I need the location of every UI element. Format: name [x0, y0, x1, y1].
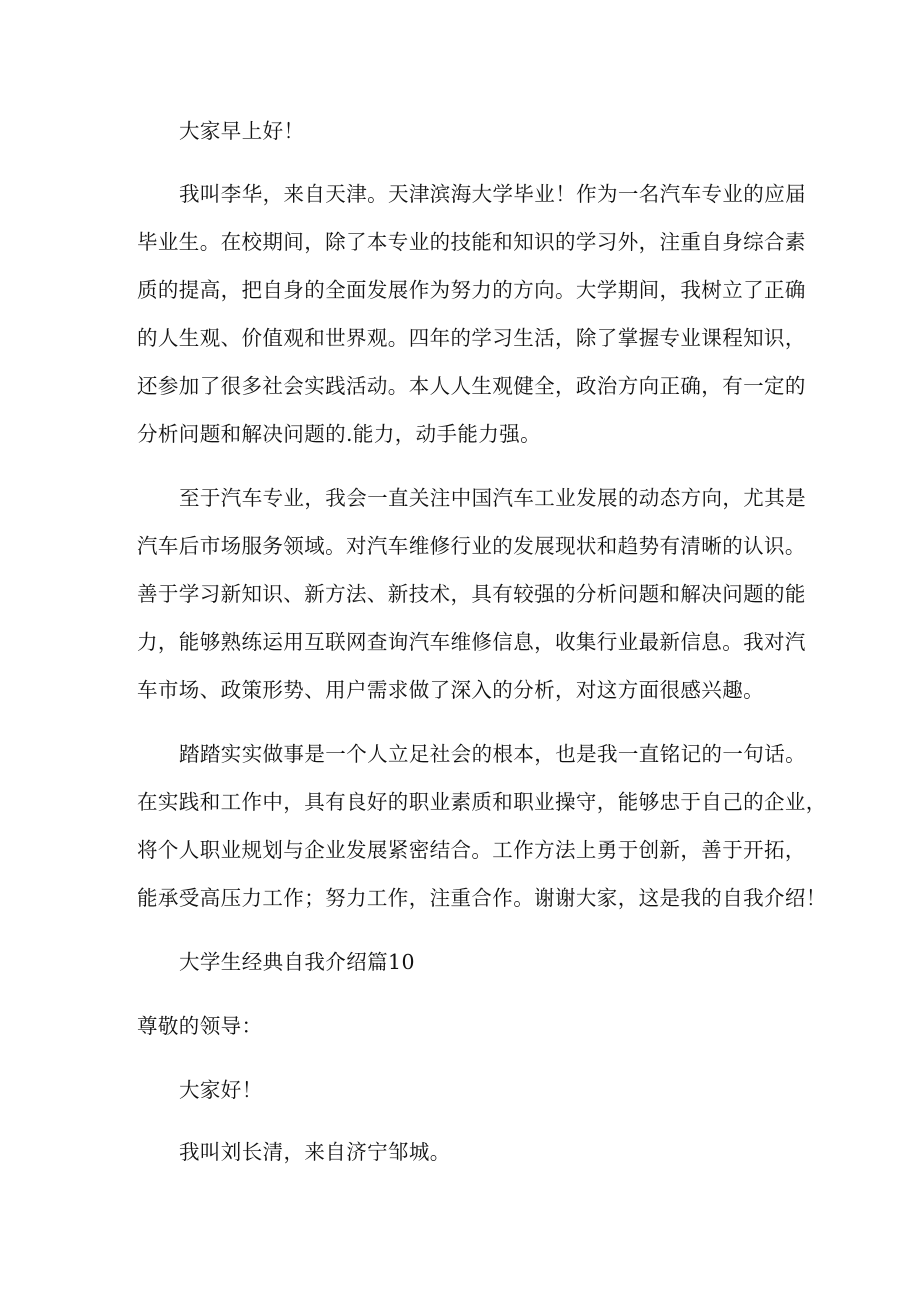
salutation: 尊敬的领导：	[137, 1014, 263, 1038]
paragraph-line: 汽车后市场服务领域。对汽车维修行业的发展现状和趋势有清晰的认识。	[137, 534, 806, 558]
paragraph-line: 的人生观、价值观和世界观。四年的学习生活，除了掌握专业课程知识，	[137, 326, 806, 350]
paragraph-line: 至于汽车专业，我会一直关注中国汽车工业发展的动态方向，尤其是	[179, 486, 806, 510]
paragraph-line: 在实践和工作中，具有良好的职业素质和职业操守，能够忠于自己的企业，	[137, 790, 827, 814]
paragraph-line: 能承受高压力工作；努力工作，注重合作。谢谢大家，这是我的自我介绍！	[137, 886, 827, 910]
paragraph-line: 力，能够熟练运用互联网查询汽车维修信息，收集行业最新信息。我对汽	[137, 630, 806, 654]
paragraph-line: 踏踏实实做事是一个人立足社会的根本，也是我一直铭记的一句话。	[179, 742, 806, 766]
paragraph-line: 善于学习新知识、新方法、新技术，具有较强的分析问题和解决问题的能	[137, 582, 806, 606]
paragraph-line: 质的提高，把自身的全面发展作为努力的方向。大学期间，我树立了正确	[137, 278, 806, 302]
greeting-morning: 大家早上好！	[179, 119, 305, 143]
section-heading: 大学生经典自我介绍篇10	[179, 950, 415, 974]
paragraph-line: 将个人职业规划与企业发展紧密结合。工作方法上勇于创新，善于开拓，	[137, 838, 806, 862]
greeting-hello: 大家好！	[179, 1078, 263, 1102]
paragraph-line: 还参加了很多社会实践活动。本人人生观健全，政治方向正确，有一定的	[137, 374, 806, 398]
paragraph-line: 我叫李华，来自天津。天津滨海大学毕业！作为一名汽车专业的应届	[179, 182, 806, 206]
paragraph-line: 分析问题和解决问题的.能力，动手能力强。	[137, 422, 542, 446]
paragraph-line: 毕业生。在校期间，除了本专业的技能和知识的学习外，注重自身综合素	[137, 230, 806, 254]
intro-line: 我叫刘长清，来自济宁邹城。	[179, 1140, 451, 1164]
paragraph-line: 车市场、政策形势、用户需求做了深入的分析，对这方面很感兴趣。	[137, 678, 764, 702]
